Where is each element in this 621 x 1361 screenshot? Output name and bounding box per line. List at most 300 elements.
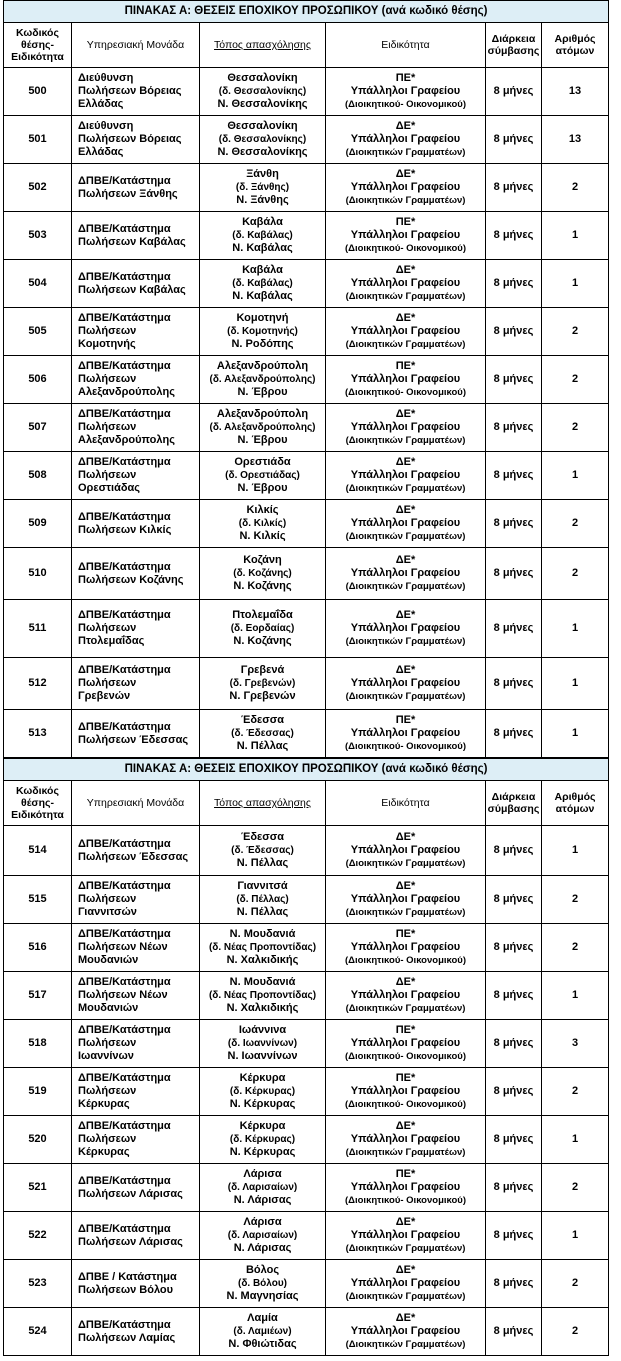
work-location	[200, 500, 326, 548]
persons-count: 1	[542, 1116, 609, 1164]
work-location-line: Ν. Μουδανιά	[229, 928, 296, 940]
table-row	[4, 1308, 609, 1356]
specialty-line: ΔΕ*	[395, 456, 416, 468]
specialty-line: ΔΕ*	[395, 168, 416, 180]
specialty-line: Υπάλληλοι Γραφείου	[350, 1229, 461, 1241]
specialty-line: (Διοικητικού- Οικονομικού)	[345, 1051, 466, 1062]
position-code: 520	[4, 1116, 72, 1164]
service-unit-line: ΔΠΒΕ/Κατάστημα	[78, 837, 171, 850]
table-row	[4, 972, 609, 1020]
specialty-line: Υπάλληλοι Γραφείου	[350, 1037, 461, 1049]
specialty	[326, 710, 486, 758]
service-unit-line: ΔΠΒΕ/Κατάστημα	[78, 1024, 171, 1036]
contract-duration: 8 μήνες	[486, 260, 542, 308]
persons-count: 2	[542, 164, 609, 212]
work-location-line: (δ. Κέρκυρας)	[229, 1086, 296, 1097]
work-location	[200, 710, 326, 758]
specialty-line: ΔΕ*	[395, 120, 416, 132]
work-location-line: Ν. Καβάλας	[232, 242, 293, 254]
position-code: 502	[4, 164, 72, 212]
positions-table	[3, 758, 609, 1356]
specialty-line: (Διοικητικών Γραμματέων)	[345, 147, 466, 158]
contract-duration: 8 μήνες	[486, 826, 542, 876]
work-location-line: (δ. Θεσσαλονίκης)	[218, 134, 307, 145]
specialty-line: (Διοικητικών Γραμματέων)	[345, 581, 466, 592]
work-location-line: Ιωάννινα	[238, 1024, 287, 1036]
specialty-line: Υπάλληλοι Γραφείου	[350, 567, 461, 579]
service-unit-line: Πωλήσεων Βόρειας	[78, 85, 182, 97]
specialty-line: (Διοικητικού- Οικονομικού)	[345, 387, 466, 398]
work-location	[200, 876, 326, 924]
service-unit-line: Πωλήσεων	[78, 677, 137, 689]
service-unit-line: Πωλήσεων	[78, 1085, 137, 1097]
specialty-line: ΔΕ*	[395, 609, 416, 621]
service-unit-line: ΔΠΒΕ/Κατάστημα	[78, 720, 171, 733]
specialty-line: Υπάλληλοι Γραφείου	[350, 277, 461, 289]
specialty-line: Υπάλληλοι Γραφείου	[350, 941, 461, 953]
work-location	[200, 826, 326, 876]
header-duration: Διάρκεια σύμβασης	[486, 23, 542, 68]
contract-duration: 8 μήνες	[486, 308, 542, 356]
service-unit	[72, 972, 200, 1020]
service-unit-line: Πωλήσεων Καβάλας	[78, 283, 186, 296]
contract-duration: 8 μήνες	[486, 548, 542, 600]
service-unit-line: Πωλήσεων Νέων	[78, 989, 168, 1001]
work-location-line: Κοζάνη	[243, 554, 282, 566]
service-unit-line: Πωλήσεων Λαμίας	[78, 1331, 176, 1344]
work-location-line: Ν. Πέλλας	[236, 740, 289, 752]
table-title: ΠΙΝΑΚΑΣ Α: ΘΕΣΕΙΣ ΕΠΟΧΙΚΟΥ ΠΡΟΣΩΠΙΚΟΥ (ανά κωδικό θέσης)	[4, 1, 609, 23]
service-unit	[72, 600, 200, 658]
persons-count: 2	[542, 1164, 609, 1212]
position-code: 508	[4, 452, 72, 500]
specialty	[326, 658, 486, 710]
specialty-line: (Διοικητικών Γραμματέων)	[345, 858, 466, 869]
service-unit-line: ΔΠΒΕ/Κατάστημα	[78, 270, 171, 283]
work-location-line: Ν. Θεσσαλονίκης	[217, 146, 308, 158]
work-location-line: (δ. Αλεξανδρούπολης)	[209, 374, 316, 385]
specialty-line: Υπάλληλοι Γραφείου	[350, 133, 461, 145]
specialty-line: Υπάλληλοι Γραφείου	[350, 893, 461, 905]
specialty-line: Υπάλληλοι Γραφείου	[350, 844, 461, 856]
work-location-line: Βόλος	[245, 1264, 280, 1276]
specialty	[326, 1308, 486, 1356]
specialty-line: Υπάλληλοι Γραφείου	[350, 517, 461, 529]
work-location-line: Ν. Χαλκιδικής	[226, 1002, 299, 1014]
persons-count: 2	[542, 548, 609, 600]
contract-duration: 8 μήνες	[486, 658, 542, 710]
work-location	[200, 924, 326, 972]
table-row	[4, 1212, 609, 1260]
table-row	[4, 658, 609, 710]
work-location	[200, 972, 326, 1020]
work-location-line: (δ. Γρεβενών)	[229, 678, 296, 689]
header-unit: Υπηρεσιακή Μονάδα	[72, 781, 200, 826]
service-unit-line: Αλεξανδρούπολης	[78, 434, 175, 446]
service-unit-line: Πωλήσεων	[78, 421, 137, 433]
work-location-line: Ν. Πέλλας	[236, 857, 289, 869]
position-code: 510	[4, 548, 72, 600]
specialty	[326, 116, 486, 164]
position-code: 515	[4, 876, 72, 924]
position-code: 504	[4, 260, 72, 308]
specialty-line: Υπάλληλοι Γραφείου	[350, 1133, 461, 1145]
work-location	[200, 1020, 326, 1068]
specialty-line: Υπάλληλοι Γραφείου	[350, 1325, 461, 1337]
service-unit-line: Πωλήσεων Βόρειας	[78, 133, 182, 145]
work-location-line: Γιαννιτσά	[237, 880, 288, 892]
header-location: Τόπος απασχόλησης	[200, 23, 326, 68]
work-location	[200, 308, 326, 356]
specialty	[326, 972, 486, 1020]
persons-count: 2	[542, 1308, 609, 1356]
table-row	[4, 924, 609, 972]
work-location-line: Ν. Καβάλας	[232, 290, 293, 302]
persons-count: 2	[542, 1068, 609, 1116]
position-code: 522	[4, 1212, 72, 1260]
work-location-line: Ν. Λάρισας	[233, 1194, 292, 1206]
contract-duration: 8 μήνες	[486, 404, 542, 452]
positions-table	[3, 0, 609, 758]
position-code: 506	[4, 356, 72, 404]
contract-duration: 8 μήνες	[486, 1068, 542, 1116]
service-unit-line: ΔΠΒΕ/Κατάστημα	[78, 1222, 171, 1235]
work-location-line: (δ. Λαρισαίων)	[227, 1230, 298, 1241]
specialty-line: ΔΕ*	[395, 1264, 416, 1276]
specialty-line: ΠΕ*	[395, 360, 416, 372]
specialty-line: Υπάλληλοι Γραφείου	[350, 181, 461, 193]
table-row	[4, 164, 609, 212]
service-unit	[72, 1116, 200, 1164]
work-location-line: Ν. Μουδανιά	[229, 976, 296, 988]
header-code: Κωδικός θέσης-Ειδικότητα	[4, 781, 72, 826]
specialty	[326, 212, 486, 260]
work-location-line: Καβάλα	[242, 264, 283, 276]
position-code: 521	[4, 1164, 72, 1212]
specialty-line: (Διοικητικών Γραμματέων)	[345, 636, 466, 647]
persons-count: 1	[542, 658, 609, 710]
work-location-line: Ν. Κέρκυρας	[229, 1098, 296, 1110]
service-unit-line: Ιωαννίνων	[78, 1050, 134, 1062]
work-location-line: (δ. Ξάνθης)	[235, 182, 290, 193]
service-unit	[72, 826, 200, 876]
persons-count: 2	[542, 500, 609, 548]
service-unit	[72, 260, 200, 308]
service-unit-line: Ελλάδας	[78, 146, 124, 158]
specialty-line: Υπάλληλοι Γραφείου	[350, 373, 461, 385]
service-unit-line: Πωλήσεων	[78, 373, 137, 385]
work-location-line: Θεσσαλονίκη	[227, 72, 298, 84]
position-code: 505	[4, 308, 72, 356]
service-unit	[72, 1020, 200, 1068]
service-unit-line: Πωλήσεων Καβάλας	[78, 235, 186, 248]
specialty-line: ΔΕ*	[395, 264, 416, 276]
work-location-line: (δ. Έδεσσας)	[231, 728, 294, 739]
specialty-line: Υπάλληλοι Γραφείου	[350, 622, 461, 634]
specialty	[326, 1116, 486, 1164]
service-unit-line: Ελλάδας	[78, 98, 124, 110]
work-location-line: Έδεσσα	[240, 831, 285, 843]
contract-duration: 8 μήνες	[486, 1212, 542, 1260]
specialty-line: ΔΕ*	[395, 664, 416, 676]
specialty-line: ΔΕ*	[395, 831, 416, 843]
specialty	[326, 404, 486, 452]
position-code: 512	[4, 658, 72, 710]
service-unit-line: ΔΠΒΕ/Κατάστημα	[78, 510, 171, 523]
service-unit	[72, 924, 200, 972]
service-unit-line: ΔΠΒΕ / Κατάστημα	[78, 1270, 177, 1283]
specialty-line: ΠΕ*	[395, 714, 416, 726]
contract-duration: 8 μήνες	[486, 600, 542, 658]
specialty-line: ΔΕ*	[395, 1216, 416, 1228]
persons-count: 3	[542, 1020, 609, 1068]
contract-duration: 8 μήνες	[486, 924, 542, 972]
specialty-line: (Διοικητικών Γραμματέων)	[345, 1339, 466, 1350]
table-row	[4, 826, 609, 876]
specialty	[326, 308, 486, 356]
contract-duration: 8 μήνες	[486, 356, 542, 404]
work-location	[200, 116, 326, 164]
specialty-line: (Διοικητικού- Οικονομικού)	[345, 741, 466, 752]
position-code: 516	[4, 924, 72, 972]
tables-container	[3, 0, 608, 1356]
table-row	[4, 1116, 609, 1164]
position-code: 511	[4, 600, 72, 658]
specialty	[326, 1068, 486, 1116]
service-unit-line: ΔΠΒΕ/Κατάστημα	[78, 456, 171, 468]
work-location	[200, 1164, 326, 1212]
service-unit-line: Μουδανιών	[78, 1002, 139, 1014]
position-code: 507	[4, 404, 72, 452]
table-row	[4, 548, 609, 600]
specialty-line: (Διοικητικών Γραμματέων)	[345, 1003, 466, 1014]
persons-count: 1	[542, 452, 609, 500]
specialty	[326, 68, 486, 116]
position-code: 519	[4, 1068, 72, 1116]
specialty-line: (Διοικητικού- Οικονομικού)	[345, 1195, 466, 1206]
specialty	[326, 260, 486, 308]
table-row	[4, 710, 609, 758]
contract-duration: 8 μήνες	[486, 68, 542, 116]
header-specialty: Ειδικότητα	[326, 23, 486, 68]
service-unit-line: Πωλήσεων	[78, 1037, 137, 1049]
work-location-line: Ν. Πέλλας	[236, 906, 289, 918]
persons-count: 2	[542, 404, 609, 452]
work-location-line: Ν. Έβρου	[237, 386, 288, 398]
service-unit-line: ΔΠΒΕ/Κατάστημα	[78, 1174, 171, 1187]
work-location-line: (δ. Αλεξανδρούπολης)	[209, 422, 316, 433]
table-row	[4, 500, 609, 548]
position-code: 500	[4, 68, 72, 116]
specialty-line: ΔΕ*	[395, 504, 416, 516]
work-location-line: (δ. Εορδαίας)	[230, 623, 295, 634]
specialty-line: ΔΕ*	[395, 408, 416, 420]
persons-count: 13	[542, 116, 609, 164]
table-title: ΠΙΝΑΚΑΣ Α: ΘΕΣΕΙΣ ΕΠΟΧΙΚΟΥ ΠΡΟΣΩΠΙΚΟΥ (ανά κωδικό θέσης)	[4, 759, 609, 781]
table-row	[4, 452, 609, 500]
work-location	[200, 1308, 326, 1356]
specialty-line: Υπάλληλοι Γραφείου	[350, 325, 461, 337]
position-code: 518	[4, 1020, 72, 1068]
service-unit	[72, 500, 200, 548]
persons-count: 1	[542, 600, 609, 658]
specialty	[326, 164, 486, 212]
work-location-line: (δ. Ιωαννίνων)	[227, 1038, 298, 1049]
specialty-line: Υπάλληλοι Γραφείου	[350, 469, 461, 481]
service-unit-line: Αλεξανδρούπολης	[78, 386, 175, 398]
work-location-line: (δ. Καβάλας)	[232, 278, 293, 289]
service-unit	[72, 710, 200, 758]
service-unit-line: Πωλήσεων Νέων	[78, 941, 168, 953]
header-location: Τόπος απασχόλησης	[200, 781, 326, 826]
work-location-line: (δ. Βόλου)	[238, 1278, 287, 1289]
specialty-line: (Διοικητικού- Οικονομικού)	[345, 99, 466, 110]
work-location	[200, 1260, 326, 1308]
work-location-line: Καβάλα	[242, 216, 283, 228]
work-location	[200, 1116, 326, 1164]
service-unit	[72, 212, 200, 260]
work-location	[200, 356, 326, 404]
work-location-line: Αλεξανδρούπολη	[216, 360, 309, 372]
work-location-line: Κιλκίς	[246, 504, 279, 516]
header-code: Κωδικός θέσης-Ειδικότητα	[4, 23, 72, 68]
service-unit-line: Πωλήσεων Λάρισας	[78, 1235, 183, 1248]
contract-duration: 8 μήνες	[486, 164, 542, 212]
service-unit-line: Πωλήσεων	[78, 325, 137, 337]
specialty	[326, 1260, 486, 1308]
service-unit-line: ΔΠΒΕ/Κατάστημα	[78, 880, 171, 892]
service-unit	[72, 548, 200, 600]
service-unit-line: Κέρκυρας	[78, 1098, 130, 1110]
specialty	[326, 1212, 486, 1260]
header-count: Αριθμός ατόμων	[542, 23, 609, 68]
work-location-line: Κομοτηνή	[236, 312, 289, 324]
service-unit-line: Πωλήσεων Κιλκίς	[78, 523, 172, 536]
specialty-line: ΔΕ*	[395, 1312, 416, 1324]
work-location	[200, 212, 326, 260]
persons-count: 2	[542, 876, 609, 924]
specialty-line: Υπάλληλοι Γραφείου	[350, 421, 461, 433]
specialty-line: Υπάλληλοι Γραφείου	[350, 229, 461, 241]
persons-count: 2	[542, 308, 609, 356]
service-unit-line: ΔΠΒΕ/Κατάστημα	[78, 1318, 171, 1331]
specialty	[326, 452, 486, 500]
position-code: 509	[4, 500, 72, 548]
specialty-line: ΠΕ*	[395, 1072, 416, 1084]
header-count: Αριθμός ατόμων	[542, 781, 609, 826]
service-unit-line: Μουδανιών	[78, 954, 139, 966]
position-code: 523	[4, 1260, 72, 1308]
service-unit-line: Γρεβενών	[78, 690, 131, 702]
table-row	[4, 600, 609, 658]
specialty-line: ΔΕ*	[395, 312, 416, 324]
contract-duration: 8 μήνες	[486, 212, 542, 260]
contract-duration: 8 μήνες	[486, 1020, 542, 1068]
work-location-line: (δ. Νέας Προποντίδας)	[208, 942, 317, 953]
document-page	[3, 0, 608, 1356]
work-location	[200, 1068, 326, 1116]
work-location-line: Γρεβενά	[240, 664, 285, 676]
work-location-line: Ξάνθη	[246, 168, 279, 180]
specialty-line: (Διοικητικών Γραμματέων)	[345, 195, 466, 206]
service-unit-line: ΔΠΒΕ/Κατάστημα	[78, 1120, 171, 1132]
work-location-line: Πτολεμαΐδα	[232, 609, 293, 621]
service-unit-line: Ορεστιάδας	[78, 482, 140, 494]
table-row	[4, 308, 609, 356]
work-location-line: Ν. Κέρκυρας	[229, 1146, 296, 1158]
service-unit-line: Πωλήσεων	[78, 893, 137, 905]
position-code: 501	[4, 116, 72, 164]
work-location-line: Ν. Λάρισας	[233, 1242, 292, 1254]
specialty-line: (Διοικητικού- Οικονομικού)	[345, 1099, 466, 1110]
specialty	[326, 1020, 486, 1068]
work-location-line: Ν. Γρεβενών	[229, 690, 296, 702]
work-location	[200, 548, 326, 600]
service-unit-line: Πωλήσεων Βόλου	[78, 1283, 174, 1296]
service-unit	[72, 1164, 200, 1212]
service-unit-line: Πωλήσεων Ξάνθης	[78, 187, 178, 200]
work-location	[200, 600, 326, 658]
service-unit-line: Πωλήσεων Λάρισας	[78, 1187, 183, 1200]
position-code: 513	[4, 710, 72, 758]
table-row	[4, 876, 609, 924]
service-unit-line: ΔΠΒΕ/Κατάστημα	[78, 560, 171, 573]
contract-duration: 8 μήνες	[486, 1260, 542, 1308]
service-unit	[72, 1068, 200, 1116]
work-location-line: (δ. Κέρκυρας)	[229, 1134, 296, 1145]
service-unit-line: ΔΠΒΕ/Κατάστημα	[78, 312, 171, 324]
work-location-line: (δ. Έδεσσας)	[231, 845, 294, 856]
specialty	[326, 500, 486, 548]
work-location-line: (δ. Νέας Προποντίδας)	[208, 990, 317, 1001]
contract-duration: 8 μήνες	[486, 452, 542, 500]
service-unit-line: ΔΠΒΕ/Κατάστημα	[78, 976, 171, 988]
persons-count: 13	[542, 68, 609, 116]
specialty-line: ΠΕ*	[395, 1168, 416, 1180]
service-unit	[72, 164, 200, 212]
service-unit	[72, 116, 200, 164]
header-duration: Διάρκεια σύμβασης	[486, 781, 542, 826]
table-row	[4, 1020, 609, 1068]
work-location-line: Ν. Κιλκίς	[239, 530, 286, 542]
service-unit-line: Πωλήσεων	[78, 469, 137, 481]
work-location-line: Ν. Μαγνησίας	[226, 1290, 299, 1302]
service-unit-line: ΔΠΒΕ/Κατάστημα	[78, 609, 171, 621]
table-row	[4, 212, 609, 260]
persons-count: 1	[542, 710, 609, 758]
contract-duration: 8 μήνες	[486, 972, 542, 1020]
service-unit-line: Πωλήσεων	[78, 622, 137, 634]
persons-count: 1	[542, 260, 609, 308]
work-location-line: (δ. Λαμιέων)	[233, 1326, 292, 1337]
table-row	[4, 404, 609, 452]
work-location-line: Ν. Φθιώτιδας	[228, 1338, 297, 1350]
specialty-line: (Διοικητικών Γραμματέων)	[345, 291, 466, 302]
work-location-line: Ν. Έβρου	[237, 482, 288, 494]
table-row	[4, 1260, 609, 1308]
specialty-line: (Διοικητικών Γραμματέων)	[345, 339, 466, 350]
specialty	[326, 924, 486, 972]
work-location-line: (δ. Ορεστιάδας)	[225, 470, 300, 481]
position-code: 503	[4, 212, 72, 260]
table-row	[4, 356, 609, 404]
table-row	[4, 1164, 609, 1212]
work-location-line: Κέρκυρα	[239, 1120, 286, 1132]
service-unit	[72, 68, 200, 116]
specialty-line: Υπάλληλοι Γραφείου	[350, 1085, 461, 1097]
specialty-line: ΠΕ*	[395, 928, 416, 940]
table-row	[4, 116, 609, 164]
